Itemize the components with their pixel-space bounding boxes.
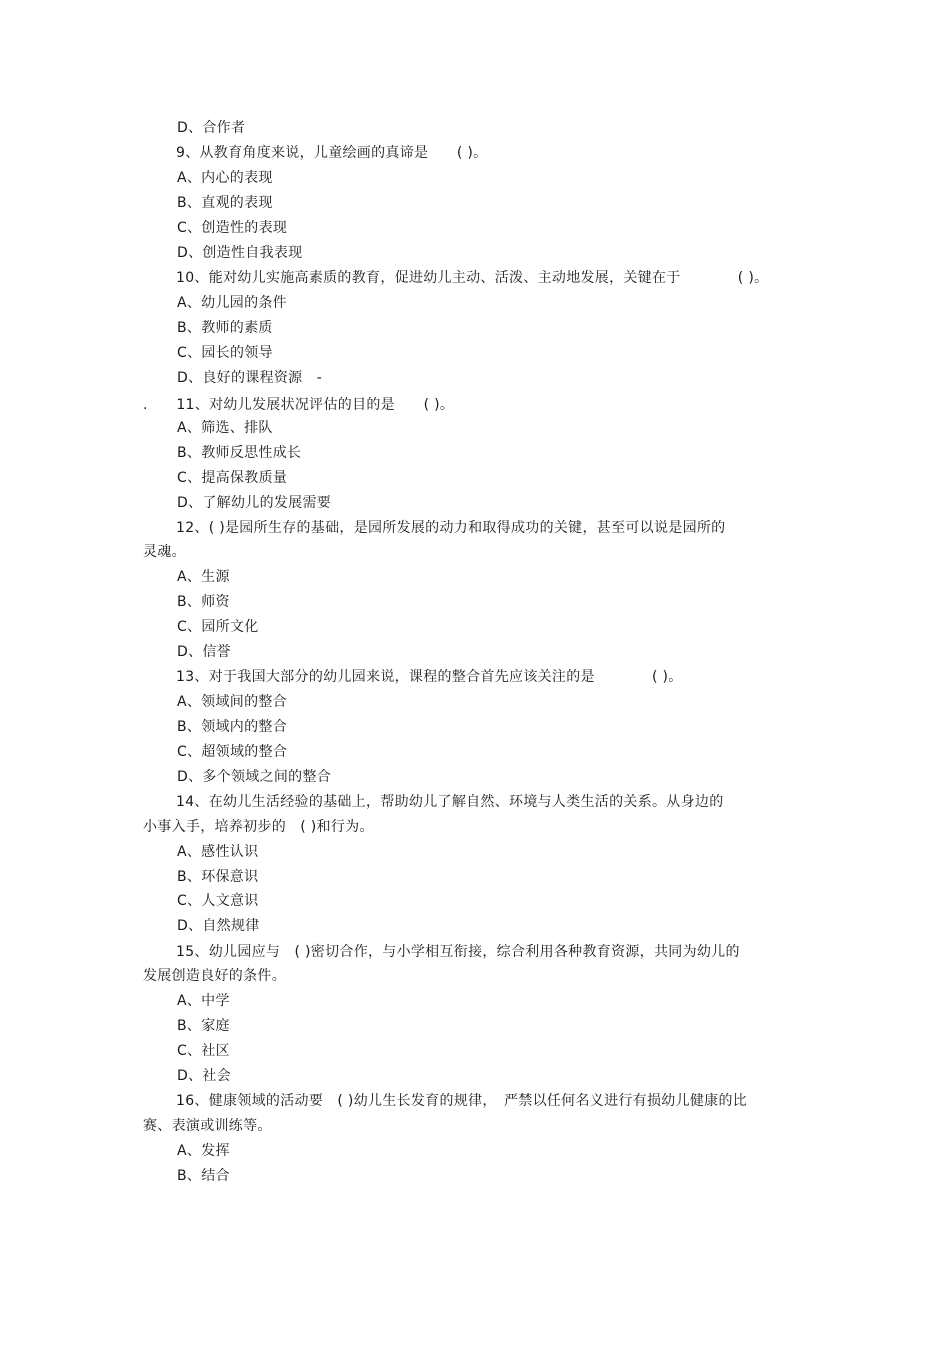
option-line: D、良好的课程资源 -: [177, 370, 323, 386]
question-stem: 13、对于我国大部分的幼儿园来说，课程的整合首先应该关注的是 ( )。: [176, 669, 683, 685]
option-line: B、教师的素质: [177, 320, 273, 336]
option-line: C、人文意识: [177, 893, 259, 909]
option-line: A、幼儿园的条件: [177, 295, 287, 311]
question-stem: 16、健康领域的活动要 ( )幼儿生长发育的规律， 严禁以任何名义进行有损幼儿健康的比: [176, 1093, 748, 1109]
option-line: B、家庭: [177, 1018, 230, 1034]
option-line: C、创造性的表现: [177, 220, 288, 236]
option-line: C、提高保教质量: [177, 470, 288, 486]
option-line: C、园长的领导: [177, 345, 273, 361]
option-line: B、直观的表现: [177, 195, 273, 211]
option-line: B、师资: [177, 594, 230, 610]
question-stem-continued: 发展创造良好的条件。: [143, 968, 286, 984]
option-line: C、园所文化: [177, 619, 259, 635]
question-stem: 15、幼儿园应与 ( )密切合作，与小学相互衔接，综合利用各种教育资源，共同为幼儿的: [176, 944, 740, 960]
question-stem: 14、在幼儿生活经验的基础上，帮助幼儿了解自然、环境与人类生活的关系。从身边的: [176, 794, 724, 810]
option-line: A、领域间的整合: [177, 694, 287, 710]
option-line: B、领域内的整合: [177, 719, 288, 735]
option-line: D、创造性自我表现: [177, 245, 303, 261]
option-line: B、结合: [177, 1168, 230, 1184]
question-stem-continued: 灵魂。: [143, 544, 186, 560]
option-line: B、环保意识: [177, 869, 259, 885]
option-line: A、发挥: [177, 1143, 230, 1159]
option-line: A、筛选、排队: [177, 420, 273, 436]
option-line: A、中学: [177, 993, 230, 1009]
question-stem-continued: 赛、表演或训练等。: [143, 1118, 272, 1134]
option-line: B、教师反思性成长: [177, 445, 302, 461]
option-line: A、生源: [177, 569, 230, 585]
option-line: D、合作者: [177, 120, 246, 136]
question-stem: 9、从教育角度来说，儿童绘画的真谛是 ( )。: [176, 145, 488, 161]
option-line: A、感性认识: [177, 844, 259, 860]
option-line: D、多个领域之间的整合: [177, 769, 332, 785]
option-line: D、信誉: [177, 644, 231, 660]
option-line: D、自然规律: [177, 918, 260, 934]
option-line: C、社区: [177, 1043, 230, 1059]
question-stem: 12、( )是园所生存的基础，是园所发展的动力和取得成功的关键，甚至可以说是园所的: [176, 520, 726, 536]
question-stem-continued: 小事入手，培养初步的 ( )和行为。: [143, 819, 374, 835]
question-stem: 10、能对幼儿实施高素质的教育，促进幼儿主动、活泼、主动地发展，关键在于 ( )。: [176, 270, 769, 286]
option-line: C、超领域的整合: [177, 744, 288, 760]
option-line: D、了解幼儿的发展需要: [177, 495, 332, 511]
option-line: D、社会: [177, 1068, 231, 1084]
question-stem: . 11、对幼儿发展状况评估的目的是 ( )。: [143, 397, 455, 413]
option-line: A、内心的表现: [177, 170, 273, 186]
